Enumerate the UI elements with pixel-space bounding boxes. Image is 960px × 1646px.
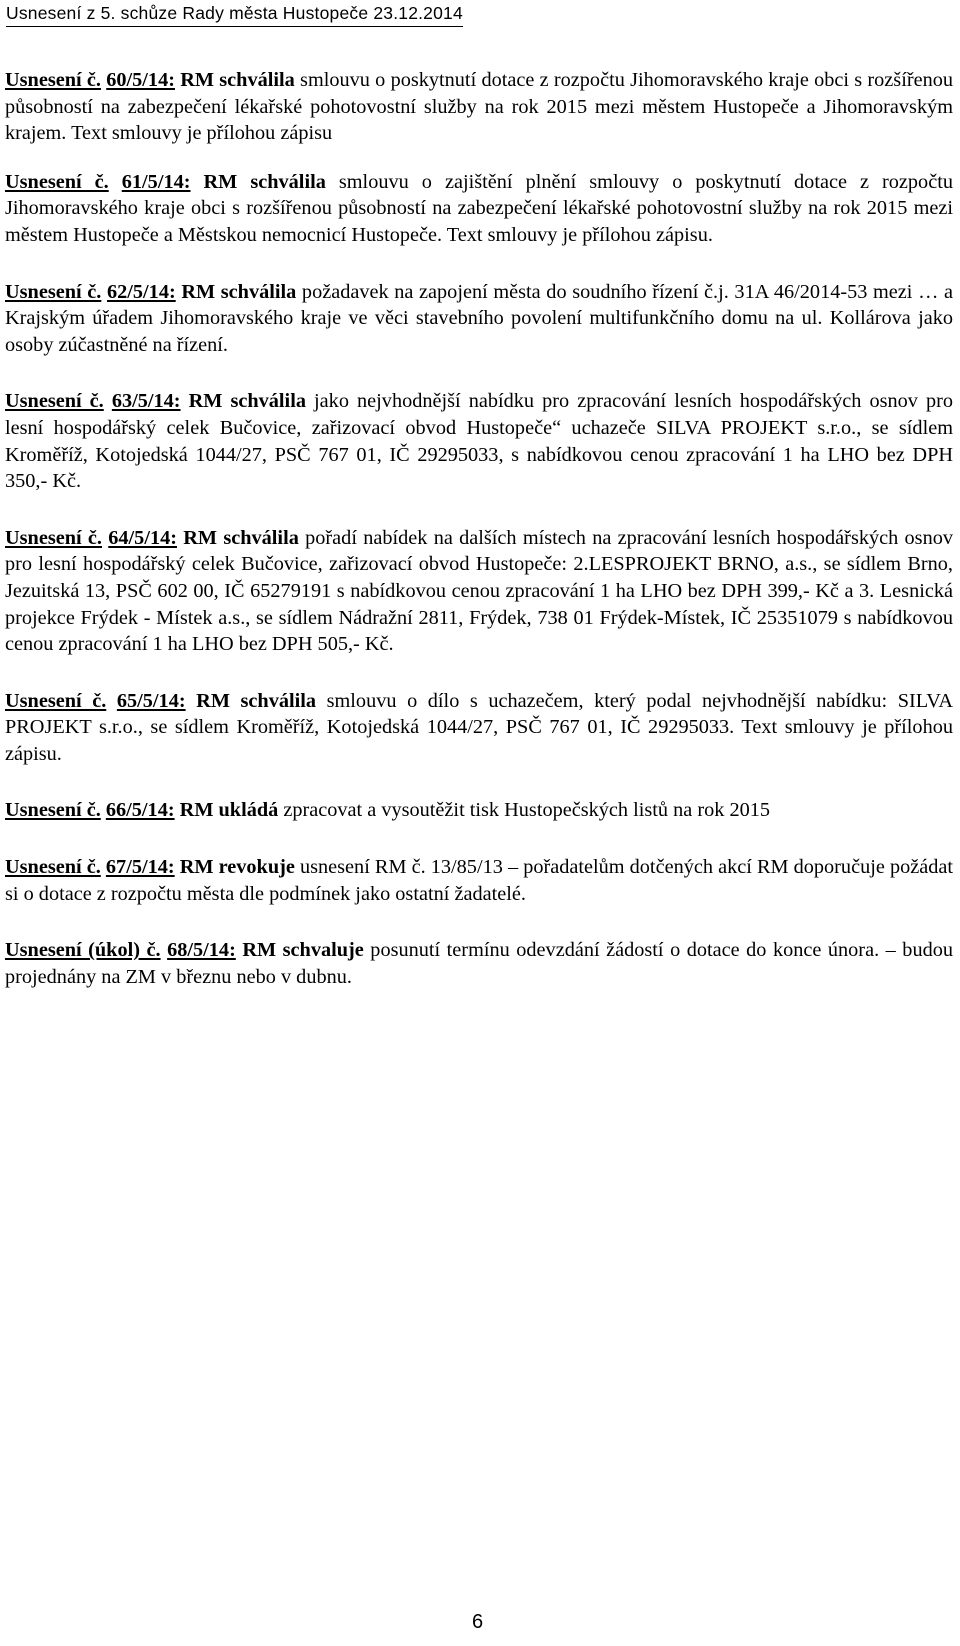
resolution-text: požadavek na zapojení města do soudního řízení č.j. 31A 46/2014-53 mezi … a Krajským úřadem Jihomoravského kraje ve věci stavebního povolení multifunkčního domu na ul. Kollárova jako osoby zúčastněné na řízení. [5,280,953,356]
resolution-text: zpracovat a vysoutěžit tisk Hustopečských listů na rok 2015 [283,799,771,822]
resolution-action: RM schválila [181,280,297,303]
resolution-60 [5,67,953,147]
resolution-action: RM schvaluje [242,939,364,962]
resolution-65 [5,688,953,768]
resolution-action: RM schválila [196,689,317,712]
resolution-label: Usnesení č. [5,689,107,712]
resolution-label: Usnesení č. [5,390,104,413]
resolution-label: Usnesení (úkol) č. [5,939,161,962]
resolution-67 [5,854,953,907]
resolution-number: 67/5/14: [105,856,175,879]
resolution-64 [5,525,953,658]
resolution-action: RM schválila [183,526,299,549]
page-number: 6 [472,1611,484,1633]
resolution-label: Usnesení č. [5,170,109,193]
resolution-text: smlouvu o poskytnutí dotace z rozpočtu Jihomoravského kraje obci s rozšířenou působností na zabezpečení lékařské pohotovostní služby na rok 2015 mezi městem Hustopeče a Jihomoravským krajem. Text smlouvy je přílohou zápisu [5,69,954,145]
resolution-number: 68/5/14: [167,939,236,962]
resolution-number: 60/5/14: [106,69,175,91]
resolution-text: posunutí termínu odevzdání žádostí o dotace do konce února. – budou projednány na ZM v březnu nebo v dubnu. [5,939,954,988]
resolution-action: RM schválila [180,69,295,91]
resolution-label: Usnesení č. [5,526,102,549]
resolution-action: RM ukládá [179,799,279,822]
resolution-action: RM schválila [188,390,306,413]
resolution-61 [5,169,953,249]
resolution-label: Usnesení č. [5,856,101,879]
resolution-number: 62/5/14: [106,280,176,303]
resolution-63 [5,388,953,494]
resolution-66 [5,797,953,824]
resolution-label: Usnesení č. [5,280,102,303]
resolution-number: 63/5/14: [111,390,181,413]
resolution-action: RM schválila [203,170,326,193]
resolution-text: pořadí nabídek na dalších místech na zpracování lesních hospodářských osnov pro lesní hospodářský celek Bučovice, zařizovací obvod Hustopeče: 2.LESPROJEKT BRNO, a.s., se sídlem Brno, Jezuitská 13, PSČ 602 00, IČ 65279191 s nabídkovou cenou zpracování 1 ha LHO bez DPH 399,- Kč a 3. Lesnická projekce Frýdek - Místek a.s., se sídlem Nádražní 2811, Frýdek, 738 01 Frýdek-Místek, IČ 25351079 s nabídkovou cenou zpracování 1 ha LHO bez DPH 505,- Kč. [5,526,953,656]
resolution-label: Usnesení č. [5,799,101,822]
resolution-text: smlouvu o dílo s uchazečem, který podal nejvhodnější nabídku: SILVA PROJEKT s.r.o., se sídlem Kroměříž, Kotojedská 1044/27, PSČ 767 01, IČ 29295033. Text smlouvy je přílohou zápisu. [5,689,953,765]
resolutions-list [5,67,953,1020]
page-header: Usnesení z 5. schůze Rady města Hustopeče 23.12.2014 [6,3,463,27]
resolution-68 [5,937,953,990]
resolution-text: usnesení RM č. 13/85/13 – pořadatelům dotčených akcí RM doporučuje požádat si o dotace z rozpočtu města dle podmínek jako ostatní žadatelé. [5,856,954,905]
resolution-label: Usnesení č. [5,69,101,91]
resolution-text: smlouvu o zajištění plnění smlouvy o poskytnutí dotace z rozpočtu Jihomoravského kraje obci s rozšířenou působností na zabezpečení lékařské pohotovostní služby na rok 2015 mezi městem Hustopeče a Městskou nemocnicí Hustopeče. Text smlouvy je přílohou zápisu. [5,170,953,246]
resolution-number: 66/5/14: [105,799,175,822]
resolution-number: 61/5/14: [121,170,191,193]
resolution-number: 65/5/14: [116,689,186,712]
resolution-text: jako nejvhodnější nabídku pro zpracování lesních hospodářských osnov pro lesní hospodářský celek Bučovice, zařizovací obvod Hustopeče“ uchazeče SILVA PROJEKT s.r.o., se sídlem Kroměříž, Kotojedská 1044/27, PSČ 767 01, IČ 29295033, s nabídkovou cenou zpracování 1 ha LHO bez DPH 350,- Kč. [5,390,953,493]
resolution-number: 64/5/14: [108,526,177,549]
resolution-action: RM revokuje [179,856,295,879]
resolution-62 [5,279,953,359]
